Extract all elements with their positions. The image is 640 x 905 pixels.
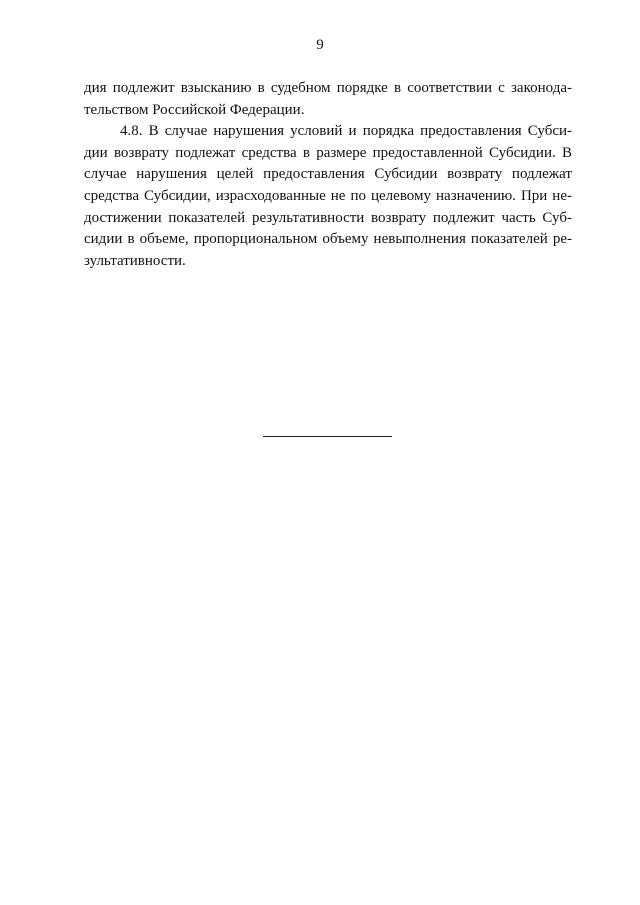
- text-line: тельством Российской Федерации.: [84, 101, 305, 118]
- text-line: зультативности.: [84, 252, 186, 269]
- page-number: 9: [316, 37, 324, 53]
- text-line: случае нарушения целей предоставления Субсидии возврату подлежат: [84, 166, 572, 183]
- text-line: дии возврату подлежат средства в размере предоставленной Субсидии. В: [84, 144, 572, 161]
- text-line: средства Субсидии, израсходованные не по целевому назначению. При не-: [84, 187, 572, 204]
- document-body: [84, 78, 572, 272]
- text-line: 4.8. В случае нарушения условий и порядка предоставления Субси-: [120, 123, 572, 140]
- text-line: достижении показателей результативности возврату подлежит часть Суб-: [84, 209, 572, 226]
- text-line: дия подлежит взысканию в судебном порядке в соответствии с законода-: [84, 80, 572, 96]
- text-line: сидии в объеме, пропорциональном объему невыполнения показателей ре-: [84, 231, 572, 248]
- end-separator-line: [263, 436, 392, 437]
